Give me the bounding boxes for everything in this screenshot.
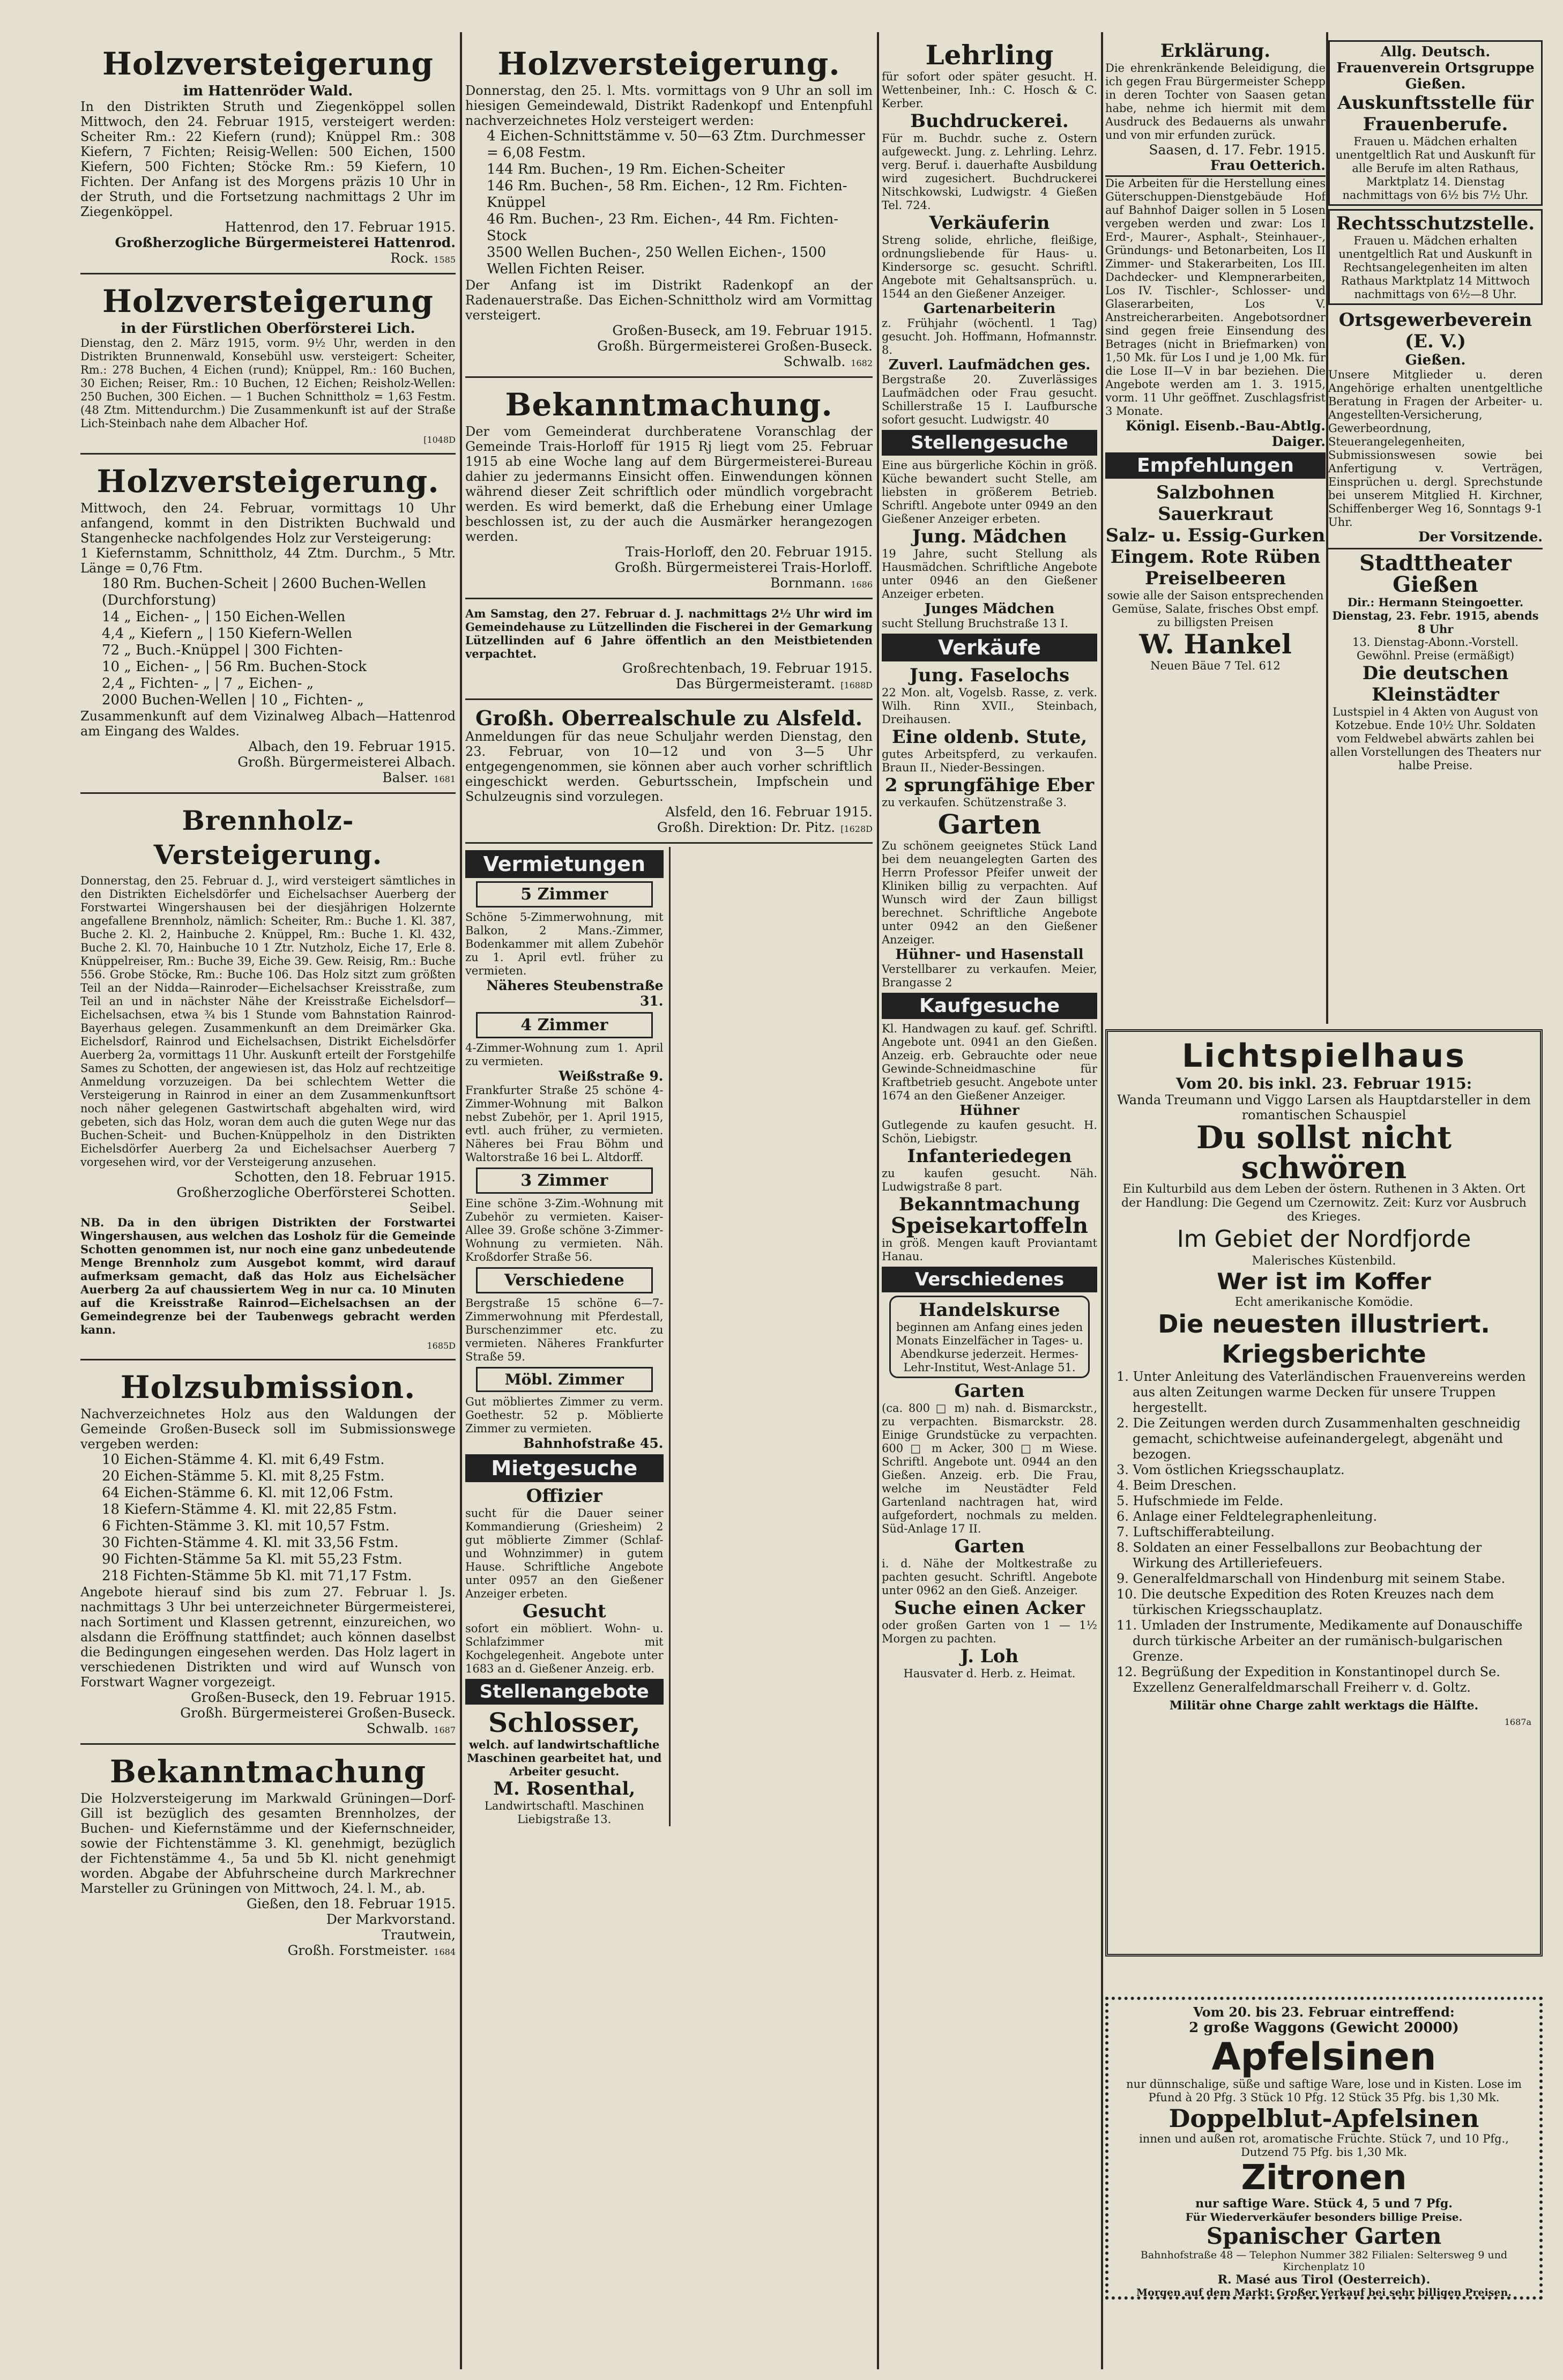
table-row: 6. Anlage einer Feldtelegraphenleitung. [1117,1509,1378,1524]
rechtsschutz-box [1328,209,1543,305]
classified-heading: Offizier [526,1485,602,1507]
product-line: Sauerkraut [1158,503,1273,525]
signature-date: Albach, den 19. Februar 1915. [248,739,456,754]
classified-heading: Ortsgewerbeverein (E. V.) [1338,309,1532,352]
table-row: 18 Kiefern-Stämme 4. Kl. mit 22,85 Fstm. [102,1501,397,1518]
column-rule [1101,32,1103,2369]
signature-name: Seibel. [409,1200,456,1216]
signature-name: Schwalb. [366,1721,429,1736]
ad-number: 1585 [434,255,456,265]
classified-address: Landwirtschaftl. Maschinen Liebigstraße 13. [484,1799,644,1826]
signature-office: Großh. Bürgermeisterei Großen-Buseck. [180,1705,456,1721]
classified-heading: Handelskurse [919,1299,1060,1321]
film-description: Ein Kulturbild aus dem Leben der östern. Ruthenen in 3 Akten. Ort der Handlung: Die Gegend um Czernowitz. Zeit: Kurz vor Ausbruch des Krieges. [1121,1182,1527,1224]
wood-table [80,1452,456,1585]
table-row: 11. Umladen der Instrumente, Medikamente auf Donauschiffe durch türkische Arbeiter an der rumänisch-bulgarischen Grenze. [1117,1618,1523,1664]
notice-subtitle: im Hattenröder Wald. [183,83,353,99]
ad-number: [1048D [423,435,456,445]
product-line: Salzbohnen [1156,482,1275,503]
classified-text: welch. auf landwirtschaftliche Maschinen gearbeitet hat, und Arbeiter gesucht. [467,1738,662,1778]
cinema-text: Wanda Treumann und Viggo Larsen als Hauptdarsteller in dem romantischen Schauspiel [1117,1092,1531,1122]
classified-heading: Auskunftsstelle für Frauenberufe. [1337,92,1534,135]
section-header-stellenangebote: Stellenangebote [465,1679,664,1705]
notice-nb: NB. Da in den übrigen Distrikten der Forstwartei Wingershausen, aus welchen das Losholz für die Gemeinde Schotten genommen ist, nur noch eine ganz unbedeutende Menge Brennholz zum Ausgebot kommt, wird darauf aufmerksam gemacht, daß das Holz aus Eichelsächer Auerberg 2a auf chaussiertem Weg in nur ca. 10 Minuten auf die Kreisstraße Rainrod—Eichelsachsen an der Gemeindegrenze bei der Taubenwegs gebracht werden kann. [80,1216,456,1336]
signature-date: Trais-Horloff, den 20. Februar 1915. [625,544,873,560]
signature-office: Königl. Eisenb.-Bau-Abtlg. Daiger. [1125,418,1326,449]
classified-text: sucht für die Dauer seiner Kommandierung (Griesheim) 2 gut möblierte Zimmer (Schlaf- und Wohnzimmer) in gutem Hause. Schriftliche Angebote unter 0957 an den Gießener Anzeiger erbeten. [465,1507,664,1600]
table-row: 90 Fichten-Stämme 5a Kl. mit 55,23 Fstm. [102,1551,403,1567]
notice-line: 1 Kiefernstamm, Schnittholz, 44 Ztm. Durchm., 5 Mtr. Länge = 0,76 Ftm. [80,546,456,576]
signature-date: Alsfeld, den 16. Februar 1915. [665,804,873,820]
product-list [1105,482,1326,589]
table-row: 1. Unter Anleitung des Vaterländischen Frauenvereins werden aus alten Zeitungen warme Decken für unsere Truppen hergestellt. [1117,1369,1526,1415]
table-row: 30 Fichten-Stämme 4. Kl. mit 33,56 Fstm. [102,1535,399,1551]
classified-text: beginnen am Anfang eines jeden Monats Einzelfächer in Tages- u. Abendkurse jederzeit. Hermes-Lehr-Institut, West-Anlage 51. [896,1321,1083,1374]
notice-title: Holzsubmission. [120,1369,416,1405]
ad-text: Bahnhofstraße 48 — Telephon Nummer 382 Filialen: Seltersweg 9 und Kirchenplatz 10 [1140,2249,1508,2273]
notice-oberrealschule [465,703,873,844]
classified-heading: Erklärung. [1160,40,1271,62]
classified-text: 22 Mon. alt, Vogelsb. Rasse, z. verk. Wilh. Rinn XVII., Steinbach, Dreihausen. [882,686,1097,726]
classified-heading: Jung. Faselochs [909,665,1070,686]
classified-text: Dienstag, 23. Febr. 1915, abends 8 Uhr [1332,609,1539,636]
classified-heading: Garten [937,808,1041,840]
notice-title: Brennholz-Versteigerung. [153,805,383,871]
notice-title: Holzversteigerung [102,46,434,82]
notice-hattenrod [80,40,456,274]
classified-text: Die ehrenkränkende Beleidigung, die ich gegen Frau Bürgermeister Schepp in deren Tochter von Saasen getan habe, nehme ich hiermit mit dem Ausdruck des Bedauerns als unwahr und von mir erfunden zurück. [1105,62,1326,142]
classified-heading: Junges Mädchen [924,601,1055,617]
table-row: 10 „ Eichen- „ | 56 Rm. Buchen-Stock [102,659,367,675]
notice-body: Donnerstag, den 25. Februar d. J., wird versteigert sämtliches in den Distrikten Eichelsdörfer und Eichelsachser Auerberg der Forstwartei Wingershausen bei der diesjährigen Holzernte angefallene Brennholz, nämlich: Scheiter, Rm.: Buche 1. Kl. 387, Buche 2. Kl. 2, Hainbuche 2. Knüppel, Rm.: Buche 1. Kl. 432, Buche 2. Kl. 70, Hainbuche 10 1 Ztr. Nutzholz, Eiche 17, Erle 8. Knüppelreiser, Rm.: Buche 39, Eiche 39. Gew. Reisig, Rm.: Buche 556. Grobe Stöcke, Rm.: Buche 106. Das Holz sitzt zum größten Teil an der Nidda—Rainroder—Eichelsachser Kreisstraße, zum Teil an und in nächster Nähe der Kreisstraße Eichelsdorf—Eichelsachsen, etwa ¾ bis 1 Stunde vom Bahnstation Rainrod-Bayerhaus gelegen. Zusammenkunft an dem Dreimärker Gka. Eichelsdorf, Rainrod und Eichelsachsen, Distrikt Eichelsdörfer Auerberg 2a, vormittags 11 Uhr. Auskunft erteilt der Forstgehilfe Sames zu Schotten, der angewiesen ist, das Holz auf rechtzeitige Anmeldung vorzuzeigen. Da bei schlechtem Wetter die Versteigerung in Rainrod in einer an dem Zusammenkunftsort noch näher gelegenen Gastwirtschaft abgehalten wird, wird gebeten, sich das Holz, woran dem auch die guten Wege nur das Buchen-Scheit- und Buchen-Knüppelholz in den Distrikten Eichelsdörfer Auerberg 2a und Eichelsachser Auerberg 7 vorgesehen wird, vor der Versteigerung anzusehen. [80,874,456,1169]
signature-office: Großh. Bürgermeisterei Albach. [237,754,456,770]
classified-text: Bergstraße 15 schöne 6—7-Zimmerwohnung mit Pferdestall, Burschenzimmer etc. zu vermieten. Näheres Frankfurter Straße 59. [465,1297,664,1363]
product-title: Apfelsinen [1211,2035,1437,2079]
signature-office: Großherzogliche Bürgermeisterei Hattenrod. [115,235,456,250]
merchant-name: Spanischer Garten [1206,2223,1442,2249]
table-row: 146 Rm. Buchen-, 58 Rm. Eichen-, 12 Rm. Fichten-Knüppel [487,178,847,211]
product-title: Zitronen [1241,2158,1407,2198]
classified-address: Bahnhofstraße 45. [523,1436,664,1451]
ad-number: 1686 [851,579,873,590]
signature-date: Großrechtenbach, 19. Februar 1915. [622,660,873,676]
film-title: Die neuesten illustriert. Kriegsberichte [1158,1310,1490,1368]
table-row: 144 Rm. Buchen-, 19 Rm. Eichen-Scheiter [487,161,785,177]
notice-title: Bekanntmachung. [505,386,833,423]
classified-text: Gut möbliertes Zimmer zu verm. Goethestr. 52 p. Möblierte Zimmer zu vermieten. [465,1395,664,1435]
classified-text: sofort ein möbliert. Wohn- u. Schlafzimmer mit Kochgelegenheit. Angebote unter 1683 an d. Gießener Anzeig. erb. [465,1622,664,1675]
classifieds-left [465,847,664,1826]
notice-body: Dienstag, den 2. März 1915, vorm. 9½ Uhr, werden in den Distrikten Brunnenwald, Konsebühl usw. versteigert: Scheiter, Rm.: 278 Buchen, 4 Eichen (rund); Knüppel, Rm.: 160 Buchen, 30 Eichen; Reiser, Rm.: 10 Buchen, 12 Eichen; Reisholz-Wellen: 250 Buchen, 300 Eichen. — 1 Buchen Schnittholz = 1,63 Festm. (48 Ztm. Mittendurchm.) Die Zusammenkunft ist auf der Straße Lich-Steinbach nahe dem Albacher Hof. [80,337,456,430]
ad-text: innen und außen rot, aromatische Früchte. Stück 7, und 10 Pfg., Dutzend 75 Pfg. bis 1,30 Mk. [1139,2132,1509,2159]
classified-text: Die Arbeiten für die Herstellung eines Güterschuppen-Dienstgebäude Hof auf Bahnhof Daiger sollen in 5 Losen vergeben werden und zwar: Los I Erd-, Maurer-, Asphalt-, Steinhauer-, Gründungs- und Betonarbeiten, Los II Zimmer- und Stakerarbeiten, Los III. Dachdecker- und Klempnerarbeiten, Los IV. Tischler-, Schlosser- und Glaserarbeiten, Los V. Anstreicherarbeiten. Angebotsordner sind gegen freie Einsendung des Betrages (nicht in Briefmarken) von 1,50 Mk. für Los I und je 1,00 Mk. für die Lose II—V in bar beziehen. Die Angebote werden am 1. 3. 1915, vorm. 11 Uhr geöffnet. Zuschlagsfrist 3 Monate. [1105,177,1326,418]
classified-heading: Hühner [959,1103,1019,1119]
classified-name: M. Rosenthal, [493,1778,636,1799]
notice-lich [80,278,456,455]
classified-heading: Rechtsschutzstelle. [1336,213,1535,234]
table-row: 14 „ Eichen- „ | 150 Eichen-Wellen [102,609,346,625]
table-row: 4 Eichen-Schnittstämme v. 50—63 Ztm. Durchmesser = 6,08 Festm. [487,128,865,161]
play-title: Die deutschen Kleinstädter [1362,663,1509,705]
signature-name: Trautwein, [382,1927,456,1943]
table-row: 20 Eichen-Stämme 5. Kl. mit 8,25 Fstm. [102,1468,385,1484]
table-row: 3. Vom östlichen Kriegsschauplatz. [1117,1462,1345,1477]
classified-text: (ca. 800 □ m) nah. d. Bismarckstr., zu verpachten. Bismarckstr. 28. Einige Grundstücke zu verpachten. 600 □ m Acker, 300 □ m Wiese. Schriftl. Angebote unt. 0944 an den Gießen. Anzeig. erb. Die Frau, welche im Neustädter Feld Gartenland nachtragen hat, wird aufgefordert, nochmals zu melden. Süd-Anlage 17 II. [882,1402,1097,1535]
table-row: 2. Die Zeitungen werden durch Zusammenhalten geschneidig gemacht, schichtweise aufeinandergelegt, abgenäht und bezogen. [1117,1416,1521,1462]
table-row: 6 Fichten-Stämme 3. Kl. mit 10,57 Fstm. [102,1518,390,1534]
signature-date: Großen-Buseck, am 19. Februar 1915. [612,323,873,338]
classified-heading: Verschiedene [476,1267,653,1293]
signature-date: Saasen, d. 17. Febr. 1915. [1149,142,1326,158]
table-row: 218 Fichten-Stämme 5b Kl. mit 71,17 Fstm. [102,1568,412,1584]
signature-name: Frau Oetterich. [1210,158,1326,173]
notice-albach [80,458,456,794]
notice-intro: Mittwoch, den 24. Februar, vormittags 10 Uhr anfangend, kommt in den Distrikten Buchwald und Stangenhecke nachfolgendes Holz zur Versteigerung: [80,501,456,546]
classified-heading: Speisekartoffeln [891,1213,1088,1238]
notice-title: Großh. Oberrealschule zu Alsfeld. [475,706,863,730]
table-row: 2,4 „ Fichten- „ | 7 „ Eichen- „ [102,675,314,691]
classified-heading: Verkäuferin [929,212,1050,234]
notice-body: Angebote hierauf sind bis zum 27. Februar l. Js. nachmittags 3 Uhr bei unterzeichneter Bürgermeisterei, nach Sortiment und Klassen getrennt, einzureichen, wo alsdann die Eröffnung stattfindet; auch können daselbst die Bedingungen eingesehen werden. Das Holz lagert in verschiedenen Distrikten und wird auf Wunsch von Forstwart Wagner vorgezeigt. [80,1585,456,1690]
classified-heading: Hühner- und Hasenstall [895,947,1084,963]
ad-number: 1687 [434,1725,456,1735]
classified-heading: Allg. Deutsch. Frauenverein Ortsgruppe Gießen. [1336,44,1535,92]
classified-name: J. Loh [960,1646,1019,1667]
merchant-address: Neuen Bäue 7 Tel. 612 [1150,659,1281,672]
classified-text: Eine schöne 3-Zim.-Wohnung mit Zubehör zu vermieten. Kaiser-Allee 39. Große schöne 3-Zimmer-Wohnung zu vermieten. Näh. Kroßdorfer Straße 56. [465,1197,664,1263]
classified-heading: Buchdruckerei. [910,110,1069,132]
film-title: Im Gebiet der Nordfjorde [1177,1225,1471,1253]
classified-address: Näheres Steubenstraße 31. [486,978,664,1009]
ad-text: 2 große Waggons (Gewicht 20000) [1189,2020,1459,2036]
column-2 [465,40,873,2356]
classified-text: in größ. Mengen kauft Proviantamt Hanau. [882,1237,1097,1263]
classified-text: Verstellbarer zu verkaufen. Meier, Brangasse 2 [882,963,1097,989]
classified-text: i. d. Nähe der Moltkestraße zu pachten gesucht. Schriftl. Angebote unter 0962 an den Gieß. Anzeiger. [882,1557,1097,1597]
section-header-kaufgesuche: Kaufgesuche [882,993,1097,1019]
product-line: Preiselbeeren [1144,568,1286,589]
notice-trais-horloff [465,381,873,599]
cinema-dates: Vom 20. bis inkl. 23. Februar 1915: [1175,1075,1472,1092]
signature-name: Schwalb. [783,354,846,369]
ad-number: 1684 [434,1947,456,1957]
notice-body: Am Samstag, den 27. Februar d. J. nachmittags 2½ Uhr wird im Gemeindehause zu Lützellinden die Fischerei in der Gemarkung Lützellinden auf 6 Jahre öffentlich an den Meistbietenden verpachtet. [465,607,873,660]
table-row: 2000 Buchen-Wellen | 10 „ Fichten- „ [102,692,364,708]
signature-date: Gießen, den 18. Februar 1915. [246,1896,456,1912]
column-4 [1105,40,1326,1027]
cinema-title: Lichtspielhaus [1182,1037,1466,1075]
signature-office: Großh. Direktion: Dr. Pitz. [657,820,836,835]
classified-text: Streng solide, ehrliche, fleißige, ordnungsliebende für Haus- u. Kindersorge sc. gesucht. Schriftl. Angebote mit Gehaltsansprüch. u. 1544 an den Gießener Anzeiger. [882,234,1097,300]
notice-markwald [80,1748,456,1965]
classified-text: z. Frühjahr (wöchentl. 1 Tag) gesucht. Joh. Hoffmann, Hofmannstr. 8. [882,317,1097,356]
classifieds-right [669,847,873,1826]
classified-text: Kl. Handwagen zu kauf. gef. Schriftl. Angebote unt. 0941 an den Gießen. Anzeig. erb. Gebrauchte oder neue Gewinde-Schneidmaschine für Kraftbetrieb gesucht. Angebote unter 1674 an den Gießener Anzeiger. [882,1022,1097,1102]
notice-title: Holzversteigerung [102,283,434,319]
classified-heading: Infanteriedegen [907,1146,1072,1167]
notice-body: In den Distrikten Struth und Ziegenköppel sollen Mittwoch, den 24. Februar 1915, versteigert werden: Scheiter Rm.: 22 Kiefern (rund); Knüppel Rm.: 308 Kiefern, 7 Fichten; Reisig-Wellen: 500 Eichen, 1500 Kiefern, 500 Fichten; Stöcke Rm.: 59 Kiefern, 10 Fichten. Der Anfang ist des Morgens präzis 10 Uhr in der Struth, und die Fortsetzung nachmittags 2 Uhr im Ziegenköppel. [80,99,456,219]
section-header-verschiedenes: Verschiedenes [882,1267,1097,1292]
table-row: 3500 Wellen Buchen-, 250 Wellen Eichen-, 1500 Wellen Fichten Reiser. [487,244,827,277]
classified-text: zu kaufen gesucht. Näh. Ludwigstraße 8 part. [882,1167,1097,1193]
signature-date: Hattenrod, den 17. Februar 1915. [225,219,456,235]
classified-text: Frauen u. Mädchen erhalten unentgeltlich Rat und Auskunft für alle Berufe im alten Rathaus, Marktplatz 14. Dienstag nachmittags von 6½ bis 7½ Uhr. [1335,135,1536,202]
table-row: 10. Die deutsche Expedition des Roten Kreuzes nach dem türkischen Kriegsschauplatz. [1117,1587,1494,1617]
classified-heading: Schlosser, [488,1707,641,1738]
notice-grossen-buseck [465,40,873,378]
classified-heading: Bekanntmachung [899,1194,1080,1215]
column-1 [80,40,456,2356]
signature-office: Großh. Bürgermeisterei Großen-Buseck. [597,338,873,354]
classified-text: 19 Jahre, sucht Stellung als Hausmädchen. Schriftliche Angebote unter 0946 an den Gießener Anzeiger erbeten. [882,547,1097,600]
table-row: 9. Generalfeldmarschall von Hindenburg mit seinem Stabe. [1117,1571,1506,1586]
classified-heading: Stadttheater Gießen [1359,551,1512,597]
cinema-note: Militär ohne Charge zahlt werktags die Hälfte. [1169,1699,1479,1713]
classified-heading: Zuverl. Laufmädchen ges. [888,357,1091,373]
classified-text: Gutlegende zu kaufen gesucht. H. Schön, Liebigstr. [882,1119,1097,1145]
table-row: 12. Begrüßung der Expedition in Konstantinopel durch Se. Exzellenz Generalfeldmarschall Freiherr v. d. Goltz. [1117,1664,1500,1695]
signature-office: Großh. Bürgermeisterei Trais-Horloff. [614,560,873,575]
notice-body: Donnerstag, den 25. l. Mts. vormittags von 9 Uhr an soll im hiesigen Gemeindewald, Distrikt Radenkopf und Entenpfuhl nachverzeichnetes Holz versteigert werden: [465,83,873,128]
notice-subtitle: in der Fürstlichen Oberförsterei Lich. [121,321,415,337]
table-row: 180 Rm. Buchen-Scheit | 2600 Buchen-Wellen (Durchforstung) [102,576,427,608]
classified-text: Schöne 5-Zimmerwohnung, mit Balkon, 2 Mans.-Zimmer, Bodenkammer mit allem Zubehör zu 1. April evtl. früher zu vermieten. [465,911,664,977]
ad-text: nur saftige Ware. Stück 4, 5 und 7 Pfg. [1195,2197,1453,2211]
notice-submission [80,1364,456,1745]
wood-table [80,576,456,709]
classified-text: Frauen u. Mädchen erhalten unentgeltlich Rat und Auskunft in Rechtsangelegenheiten im alten Rathaus Marktplatz 14 Mittwoch nachmittags von 6½—8 Uhr. [1338,234,1532,301]
ad-number: [1628D [840,824,873,834]
section-header-stellengesuche: Stellengesuche [882,430,1097,456]
ad-number: 1685D [427,1341,456,1351]
product-title: Doppelblut-Apfelsinen [1168,2104,1479,2133]
table-row: 10 Eichen-Stämme 4. Kl. mit 6,49 Fstm. [102,1452,385,1468]
classified-text: sowie alle der Saison entsprechenden Gemüse, Salate, frisches Obst empf. zu billigsten Preisen [1107,589,1324,629]
classified-heading: 4 Zimmer [476,1012,653,1038]
handelskurse-box [889,1296,1090,1378]
classified-heading: Gießen. [1405,352,1466,368]
classified-text: Bergstraße 20. Zuverlässiges Laufmädchen oder Frau gesucht. Schillerstraße 15 I. Laufbursche sofort gesucht. Ludwigstr. 40 [882,373,1097,426]
classified-text: Eine aus bürgerliche Köchin in größ. Küche bewandert sucht Stelle, am liebsten in größerem Betrieb. Schriftl. Angebote unter 0949 an den Gießener Anzeiger erbeten. [882,459,1097,525]
classified-text: zu verkaufen. Schützenstraße 3. [882,796,1067,809]
classifieds-block [465,847,873,1826]
table-row: 46 Rm. Buchen-, 23 Rm. Eichen-, 44 Rm. Fichten-Stock [487,211,839,244]
section-header-verkaeufe: Verkäufe [882,634,1097,661]
notice-title: Holzversteigerung. [497,46,840,82]
classified-text: Dir.: Hermann Steingoetter. [1347,596,1524,609]
signature-date: Großen-Buseck, den 19. Februar 1915. [191,1690,456,1705]
classified-heading: 5 Zimmer [476,881,653,908]
classified-text: für sofort oder später gesucht. H. Wettenbeiner, Inh.: C. Hosch & C. Kerber. [882,70,1097,110]
ad-text: nur dünnschalige, süße und saftige Ware, lose und in Kisten. Lose im Pfund à 20 Pfg. 3 Stück 10 Pfg. 12 Stück 35 Pfg. bis 1,30 Mk. [1126,2078,1522,2104]
notice-intro: Nachverzeichnetes Holz aus den Waldungen der Gemeinde Großen-Buseck soll im Submissionswege vergeben werden: [80,1407,456,1452]
product-line: Eingem. Rote Rüben [1110,546,1321,568]
merchant-name: W. Hankel [1139,628,1292,660]
column-5 [1328,40,1543,1069]
signature-name: Rock. [390,250,429,266]
signature-name: Balser. [382,770,429,785]
classified-heading: Gesucht [522,1601,606,1622]
product-line: Salz- u. Essig-Gurken [1105,525,1326,546]
classified-heading: 3 Zimmer [476,1167,653,1194]
classified-heading: Suche einen Acker [894,1597,1085,1619]
frauenverein-box [1328,40,1543,206]
film-description: Malerisches Küstenbild. [1252,1254,1396,1268]
table-row: 7. Luftschifferabteilung. [1117,1524,1275,1539]
classified-text: Frankfurter Straße 25 schöne 4-Zimmer-Wohnung mit Balkon nebst Zubehör, per 1. April 1915, evtl. auch früher, zu vermieten. Näheres bei Frau Böhm und Waltorstraße 16 bei L. Altdorff. [465,1084,664,1164]
notice-title: Holzversteigerung. [96,463,440,500]
film-description: Echt amerikanische Komödie. [1234,1296,1413,1309]
signature-office: Großherzogliche Oberförsterei Schotten. [176,1185,456,1200]
ad-text: Für Wiederverkäufer besonders billige Preise. [1185,2211,1463,2223]
ad-text: Vom 20. bis 23. Februar eintreffend: [1193,2004,1455,2020]
notice-body: Anmeldungen für das neue Schuljahr werden Dienstag, den 23. Februar, von 10—12 und von 3—5 Uhr entgegengenommen, sie können aber auch vorher schriftlich eingeschickt werden. Geburtsschein, Impfschein und Schulzeugnis sind vorzulegen. [465,729,873,804]
classified-heading: 2 sprungfähige Eber [884,775,1095,796]
classified-text: Lustspiel in 4 Akten von August von Kotzebue. Ende 10½ Uhr. Soldaten vom Feldwebel abwärts zahlen bei allen Vorstellungen des Theaters nur halbe Preise. [1330,705,1541,772]
classified-heading: Lehrling [925,40,1054,71]
ad-text: R. Masé aus Tirol (Oesterreich). [1217,2273,1431,2287]
apfelsinen-ad [1105,1997,1543,2302]
signature-office: Der Markvorstand. [326,1912,456,1927]
classified-text: oder großen Garten von 1 — 1½ Morgen zu pachten. [882,1619,1097,1645]
wood-table [465,128,873,278]
film-title: Du sollst nicht schwören [1196,1119,1452,1186]
signature-name: Der Vorsitzende. [1418,529,1543,545]
notice-fischerei [465,603,873,700]
notice-end: Zusammenkunft auf dem Vizinalweg Albach—Hattenrod am Eingang des Waldes. [80,709,456,739]
classified-heading: Garten [954,1536,1025,1557]
film-title: Wer ist im Koffer [1217,1268,1431,1295]
newsreel-list [1117,1369,1531,1695]
lichtspielhaus-ad [1105,1029,1543,1973]
ad-number: 1687a [1504,1717,1531,1727]
column-3 [882,40,1097,2356]
signature-date: Schotten, den 18. Februar 1915. [234,1169,456,1185]
classified-text: 13. Dienstag-Abonn.-Vorstell. Gewöhnl. Preise (ermäßigt) [1352,636,1519,662]
table-row: 64 Eichen-Stämme 6. Kl. mit 12,06 Fstm. [102,1485,394,1501]
classified-text: gutes Arbeitspferd, zu verkaufen. Braun II., Nieder-Bessingen. [882,748,1097,774]
table-row: 72 „ Buch.-Knüppel | 300 Fichten- [102,642,343,658]
signature-office: Das Bürgermeisteramt. [675,676,836,691]
signature-title: Großh. Forstmeister. [287,1943,429,1958]
notice-body: Der vom Gemeinderat durchberatene Voranschlag der Gemeinde Trais-Horloff für 1915 Rj liegt vom 25. Februar 1915 ab eine Woche lang auf dem Bürgermeisterei-Bureau dahier zu jedermanns Einsicht offen. Einwendungen können während dieser Zeit schriftlich oder mündlich vorgebracht werden. Es wird bemerkt, daß die Erhebung einer Umlage beschlossen ist, zu der auch die Ausmärker herangezogen werden. [465,424,873,544]
classified-text: Zu schönem geeignetes Stück Land bei dem neuangelegten Garten des Herrn Professor Pfeifer unweit der Kliniken billig zu verpachten. Auf Wunsch wird der Zaun billigst berechnet. Schriftliche Angebote unter 0942 an den Gießener Anzeiger. [882,839,1097,946]
classified-heading: Gartenarbeiterin [923,301,1056,317]
section-header-empfehlungen: Empfehlungen [1105,452,1326,479]
classified-heading: Eine oldenb. Stute, [891,726,1088,748]
ad-number: [1688D [840,680,873,690]
column-rule [877,32,879,2369]
ad-number: 1681 [434,774,456,784]
table-row: 8. Soldaten an einer Fesselballons zur Beobachtung der Wirkung des Artilleriefeuers. [1117,1540,1482,1571]
notice-end: Der Anfang ist im Distrikt Radenkopf an der Radenauerstraße. Das Eichen-Schnittholz wird am Vormittag versteigert. [465,278,873,323]
classified-text: Für m. Buchdr. suche z. Ostern aufgeweckt. Jung. z. Lehrling. Lehrz. verg. Beruf. i. dauerhafte Ausbildung wird zugesichert. Buchdruckerei Nitschkowski, Ludwigstr. 4 Gießen Tel. 724. [882,132,1097,212]
classified-address: Weißstraße 9. [559,1068,664,1084]
section-header-vermietungen: Vermietungen [465,850,664,878]
ad-number: 1682 [851,358,873,368]
column-rule [460,32,462,2369]
notice-body: Die Holzversteigerung im Markwald Grüningen—Dorf-Gill ist bezüglich des gesamten Brennholzes, der Buchen- und Kiefernstämme und der Kiefernschneider, sowie der Fichtenstämme 3. Kl. genehmigt, bezüglich der Fichtenstämme 4., 5a und 5b Kl. nicht genehmigt worden. Abgabe der Abfuhrscheine durch Markrechner Marsteller zu Grüningen von Mittwoch, 24. l. M., ab. [80,1791,456,1896]
notice-title: Bekanntmachung [109,1753,427,1790]
classified-address: Hausvater d. Herb. z. Heimat. [903,1667,1076,1680]
classified-heading: Jung. Mädchen [912,526,1067,547]
classified-heading: Garten [954,1380,1025,1402]
section-header-mietgesuche: Mietgesuche [465,1454,664,1482]
classified-heading: Möbl. Zimmer [476,1367,653,1392]
table-row: 4,4 „ Kiefern „ | 150 Kiefern-Wellen [102,626,352,642]
ad-text: Morgen auf dem Markt: Großer Verkauf bei sehr billigen Preisen. [1136,2287,1512,2299]
table-row: 5. Hufschmiede im Felde. [1117,1493,1284,1508]
classified-text: sucht Stellung Bruchstraße 13 I. [882,617,1069,630]
classified-text: 4-Zimmer-Wohnung zum 1. April zu vermieten. [465,1042,664,1068]
notice-schotten [80,797,456,1360]
table-row: 4. Beim Dreschen. [1117,1478,1237,1493]
signature-name: Bornmann. [770,575,846,591]
classified-text: Unsere Mitglieder u. deren Angehörige erhalten unentgeltliche Beratung in Fragen der Arbeiter- u. Angestellten-Versicherung, Gewerbeordnung, Steuerangelegenheiten, Submissionswesen sowie bei Anfertigung v. Verträgen, Einsprüchen u. dergl. Sprechstunde bei unserem Mitglied H. Kirchner, Schiffenberger Weg 16, Sonntags 9-1 Uhr. [1328,368,1543,529]
